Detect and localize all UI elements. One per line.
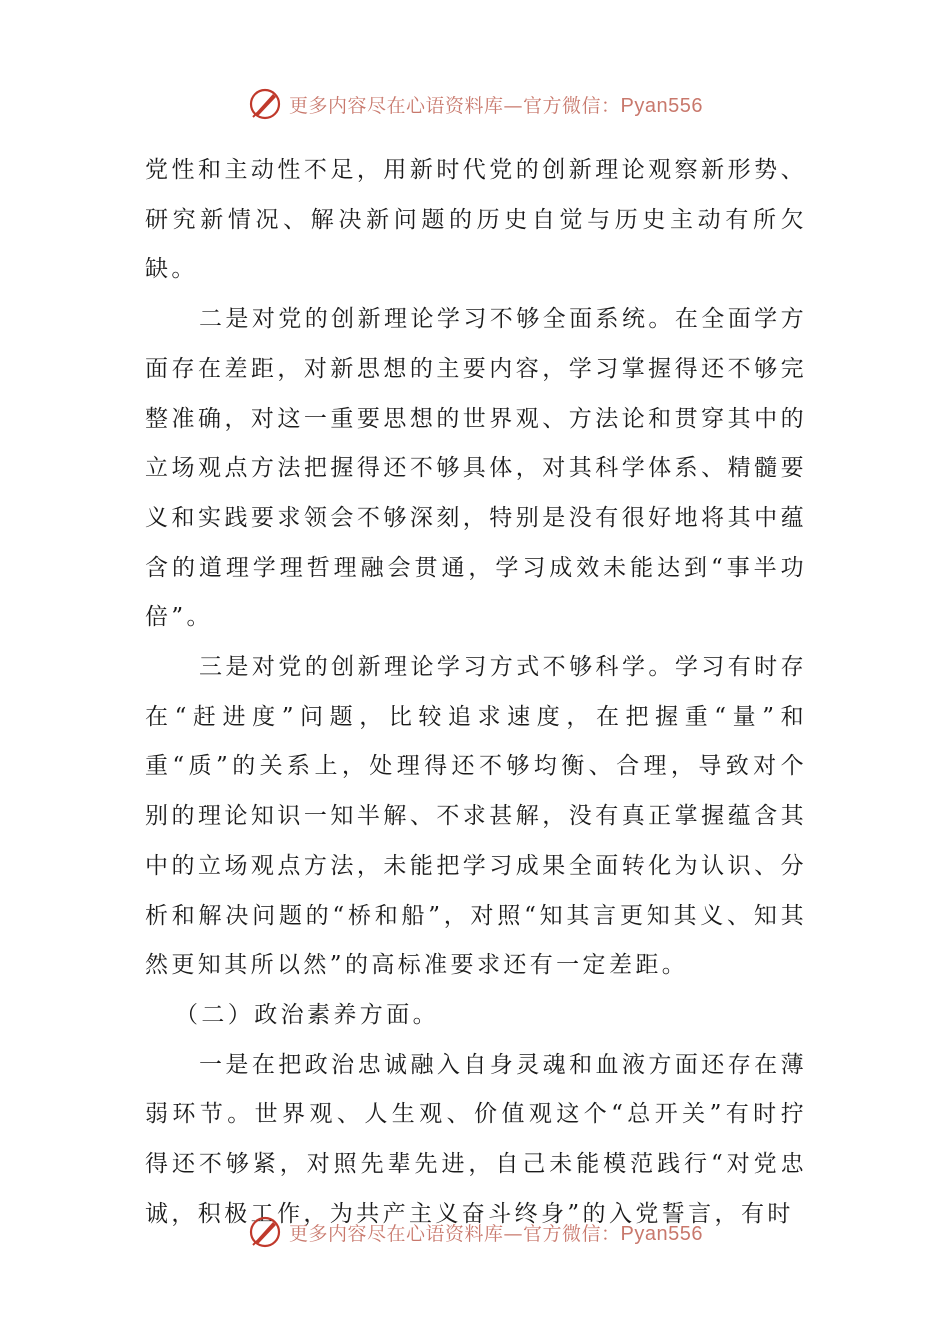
quill-seal-icon [247, 86, 283, 122]
document-body [145, 146, 807, 1239]
paragraph-continued: 党性和主动性不足，用新时代党的创新理论观察新形势、研究新情况、解决新问题的历史自觉与历史主动有所欠缺。 [145, 157, 807, 283]
watermark-label: 更多内容尽在心语资料库—官方微信： [289, 94, 621, 117]
watermark-text [289, 91, 703, 118]
paragraph-point-three: 三是对党的创新理论学习方式不够科学。学习有时存在“赶进度”问题，比较追求速度，在把握重“量”和重“质”的关系上，处理得还不够均衡、合理，导致对个别的理论知识一知半解、不求甚解，没有真正掌握蕴含其中的立场观点方法，未能把学习成果全面转化为认识、分析和解决问题的“桥和船”，对照“知其言更知其义、知其然更知其所以然”的高标准要求还有一定差距。 [145, 654, 807, 979]
watermark-banner-top [0, 82, 950, 126]
paragraph-political-point-one: 一是在把政治忠诚融入自身灵魂和血液方面还存在薄弱环节。世界观、人生观、价值观这个“总开关”有时拧得还不够紧，对照先辈先进，自己未能模范践行“对党忠诚，积极工作，为共产主义奋斗终身”的入党誓言，有时 [145, 1051, 807, 1227]
wechat-id: Pyan556 [620, 94, 703, 117]
wechat-id: Pyan556 [620, 1222, 703, 1245]
quill-seal-icon [247, 1214, 283, 1250]
section-heading-political: （二）政治素养方面。 [175, 1001, 439, 1028]
watermark-text [289, 1219, 703, 1246]
paragraph-point-two: 二是对党的创新理论学习不够全面系统。在全面学方面存在差距，对新思想的主要内容，学习掌握得还不够完整准确，对这一重要思想的世界观、方法论和贯穿其中的立场观点方法把握得还不够具体，对其科学体系、精髓要义和实践要求领会不够深刻，特别是没有很好地将其中蕴含的道理学理哲理融会贯通，学习成效未能达到“事半功倍”。 [145, 306, 807, 631]
watermark-label: 更多内容尽在心语资料库—官方微信： [289, 1222, 621, 1245]
watermark-banner-bottom [0, 1210, 950, 1254]
